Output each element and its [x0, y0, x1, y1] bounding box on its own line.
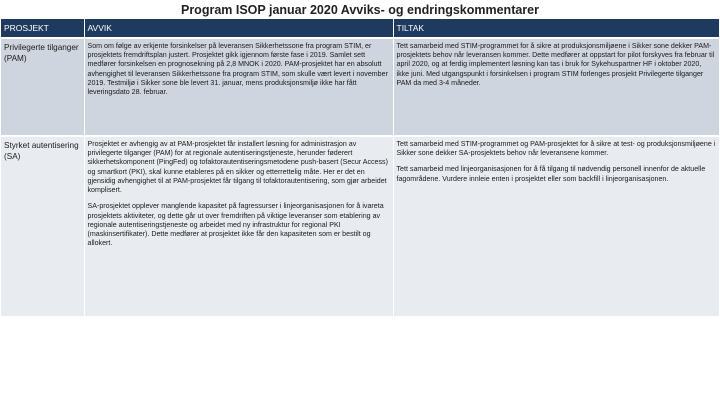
header-tiltak: TILTAK — [393, 19, 719, 38]
table-row — [1, 38, 719, 136]
header-prosjekt: PROSJEKT — [1, 19, 84, 38]
deviation-table — [1, 19, 720, 316]
avvik-paragraph: SA-prosjektet opplever manglende kapasitet på fagressurser i linjeorganisasjonen for å ivareta prosjektets aktiviteter, og dette går ut over fremdriften på viktige leveranser som etablering av regionale autentiseringstjeneste og arbeidet med ny infrastruktur for regional PKI (maskinsertifikater). Dette medfører at prosjektet ikke får den kapasiteten som er bestilt og allokert. — [87, 202, 384, 248]
page-title: Program ISOP januar 2020 Avviks- og endringskommentarer — [180, 3, 539, 17]
tiltak-cell — [393, 136, 719, 316]
avvik-cell — [84, 38, 393, 136]
header-avvik: AVVIK — [84, 19, 393, 38]
tiltak-cell — [393, 38, 719, 136]
avvik-paragraph: Som om følge av erkjente forsinkelser på leveransen Sikkerhetssone fra program STIM, er prosjektets fremdriftsplan justert. Prosjektet gikk igjennom første fase i 2019. Samlet sett medfører forsinkelsen en prognosekning på 2,8 MNOK i 2020. PAM-prosjektet har en absolutt avhengighet til leveransen Sikkerhetssone fra program STIM, som skulle vært levert i november 2019. Testmiljø i Sikker sone ble levert 31. januar, mens produksjonsmiljø ikke har fått leveringsdato 28. februar. — [87, 42, 388, 97]
tiltak-paragraph: Tett samarbeid med STIM-programmet og PAM-prosjektet for å sikre at test- og produksjonsmiljøene i Sikker sone dekker SA-prosjektets behov når leveransene kommer. — [396, 140, 716, 158]
tiltak-paragraph: Tett samarbeid med linjeorganisasjonen for å få tilgang til nødvendig personell innenfor de aktuelle fagområdene. Vurdere innleie enten i prosjektet eller som backfill i linjeorganisasjonen. — [396, 165, 706, 183]
avvik-cell — [84, 136, 393, 316]
tiltak-paragraph: Tett samarbeid med STIM-programmet for å sikre at produksjonsmiljøene i Sikker sone dekker PAM-prosjektets behov når leveransen kommer. Dette medfører at oppstart for pilot forskyves fra februar til april 2020, og at ferdig implementert løsning kan tas i bruk for Sykehuspartner HF i oktober 2020, ikke juni. Med utgangspunkt i forsinkelsen i program STIM forlenges prosjekt Privilegerte tilganger PAM da med 3-4 måneder. — [396, 42, 715, 87]
table-row — [1, 136, 719, 316]
project-cell: Privilegerte tilganger (PAM) — [1, 38, 84, 136]
avvik-paragraph: Prosjektet er avhengig av at PAM-prosjektet får installert løsning for administrasjon av privilegerte tilganger (PAM) for at regionale autentiseringstjeneste, herunder føderert sikkerhetskomponent (PingFed) og tofaktorautentiseringsmetodene push-basert (Secur Access) og smartkort (PKI), skal kunne etableres på en sikker og etterrettelig måte. Her er det en gjensidig avhengighet til at PAM-prosjektet får tilgang til tofaktorautentisering, som gjør arbeidet komplisert. — [87, 140, 388, 195]
project-cell: Styrket autentisering (SA) — [1, 136, 84, 316]
table-header-row — [1, 19, 719, 38]
